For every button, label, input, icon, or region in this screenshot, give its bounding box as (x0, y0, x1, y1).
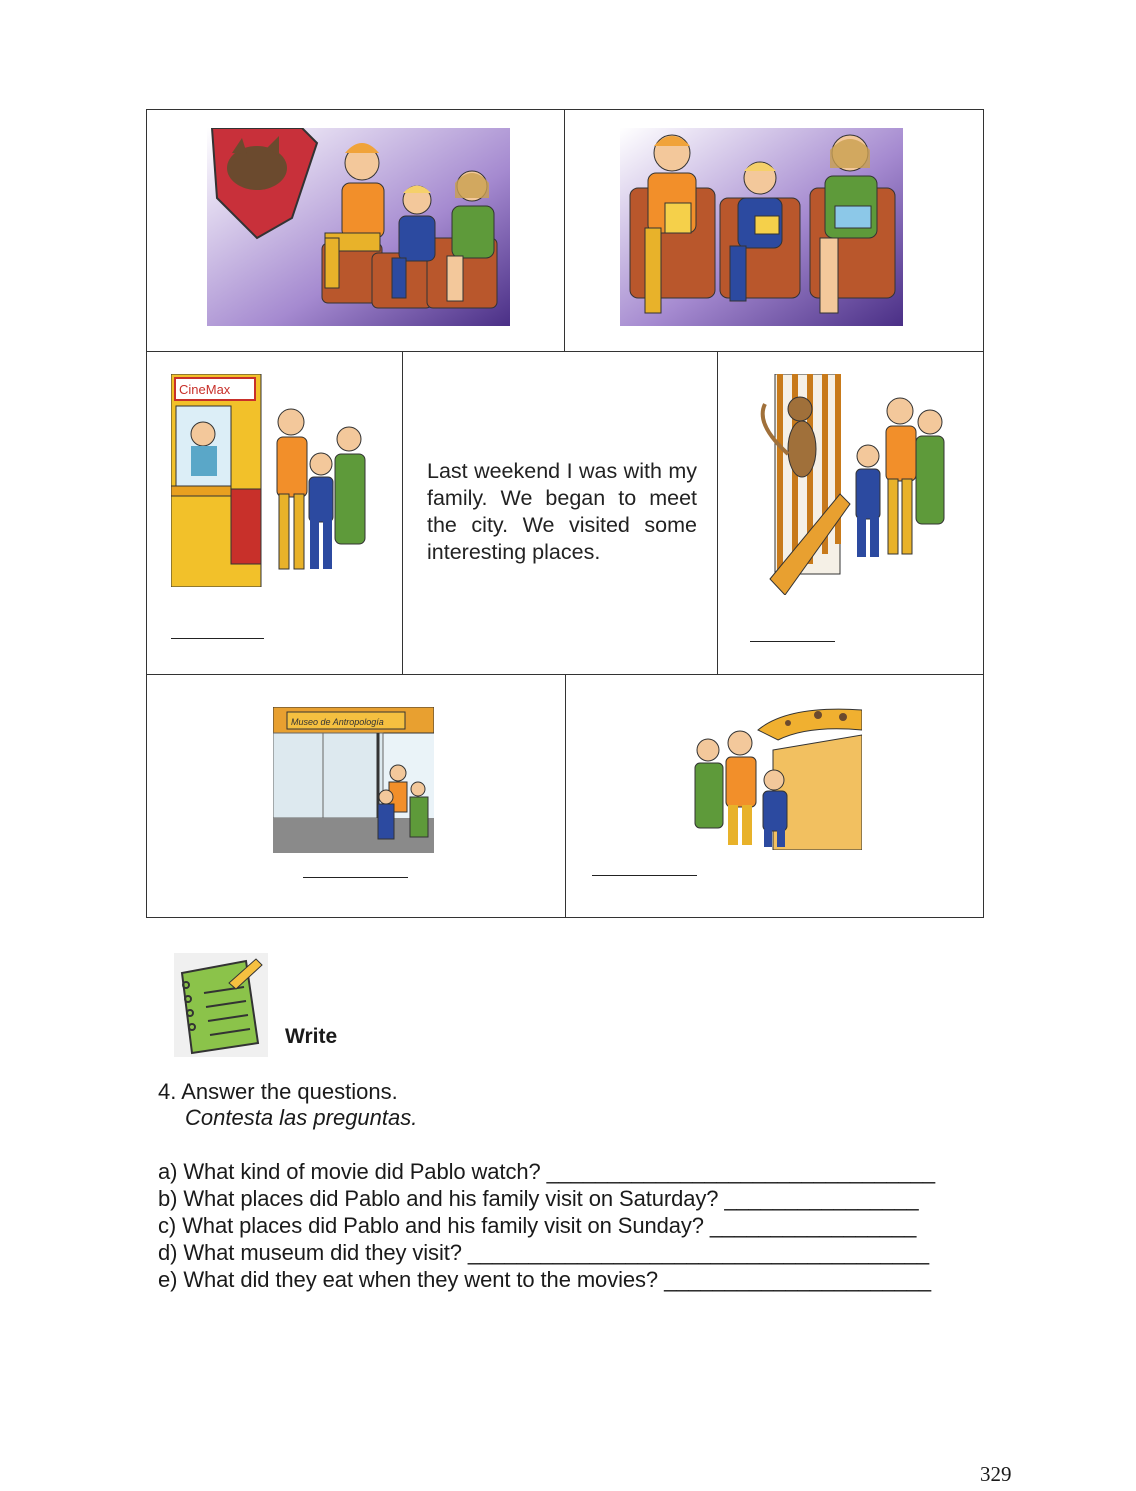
museum-entrance-illustration (273, 707, 434, 853)
cinemax-sign-text: CineMax (179, 382, 231, 397)
question-b[interactable]: b) What places did Pablo and his family visit on Saturday? ________________ (158, 1186, 919, 1211)
exercise-instruction-translation: Contesta las preguntas. (185, 1105, 418, 1130)
section-label-write: Write (285, 1025, 338, 1048)
grid-col-divider-top (564, 109, 565, 351)
question-c[interactable]: c) What places did Pablo and his family visit on Sunday? _________________ (158, 1213, 917, 1238)
answer-blank-zoo[interactable] (750, 641, 835, 642)
zoo-giraffe-photo-illustration (678, 705, 862, 850)
grid-col-divider-mid-right (717, 351, 718, 674)
answer-blank-cinema[interactable] (171, 638, 264, 639)
movie-theater-popcorn-illustration (620, 128, 903, 326)
zoo-monkey-cage-illustration (750, 374, 948, 595)
story-paragraph: Last weekend I was with my family. We began to meet the city. We visited some interesting places. (427, 459, 697, 564)
page-number: 329 (980, 1462, 1012, 1486)
answer-blank-museum[interactable] (303, 877, 408, 878)
question-d[interactable]: d) What museum did they visit? ______________________________________ (158, 1240, 930, 1265)
question-a[interactable]: a) What kind of movie did Pablo watch? ________________________________ (158, 1159, 935, 1184)
grid-col-divider-bottom (565, 674, 566, 918)
question-e[interactable]: e) What did they eat when they went to the movies? ______________________ (158, 1267, 932, 1292)
museum-sign-text: Museo de Antropología (291, 717, 384, 727)
grid-col-divider-mid-left (402, 351, 403, 674)
grid-row-divider-1 (146, 351, 984, 352)
answer-blank-giraffe[interactable] (592, 875, 697, 876)
notepad-pencil-icon (174, 953, 268, 1057)
cinemax-ticket-booth-illustration (171, 374, 370, 587)
exercise-instruction: 4. Answer the questions. (158, 1079, 398, 1104)
movie-theater-scary-illustration (207, 128, 510, 326)
